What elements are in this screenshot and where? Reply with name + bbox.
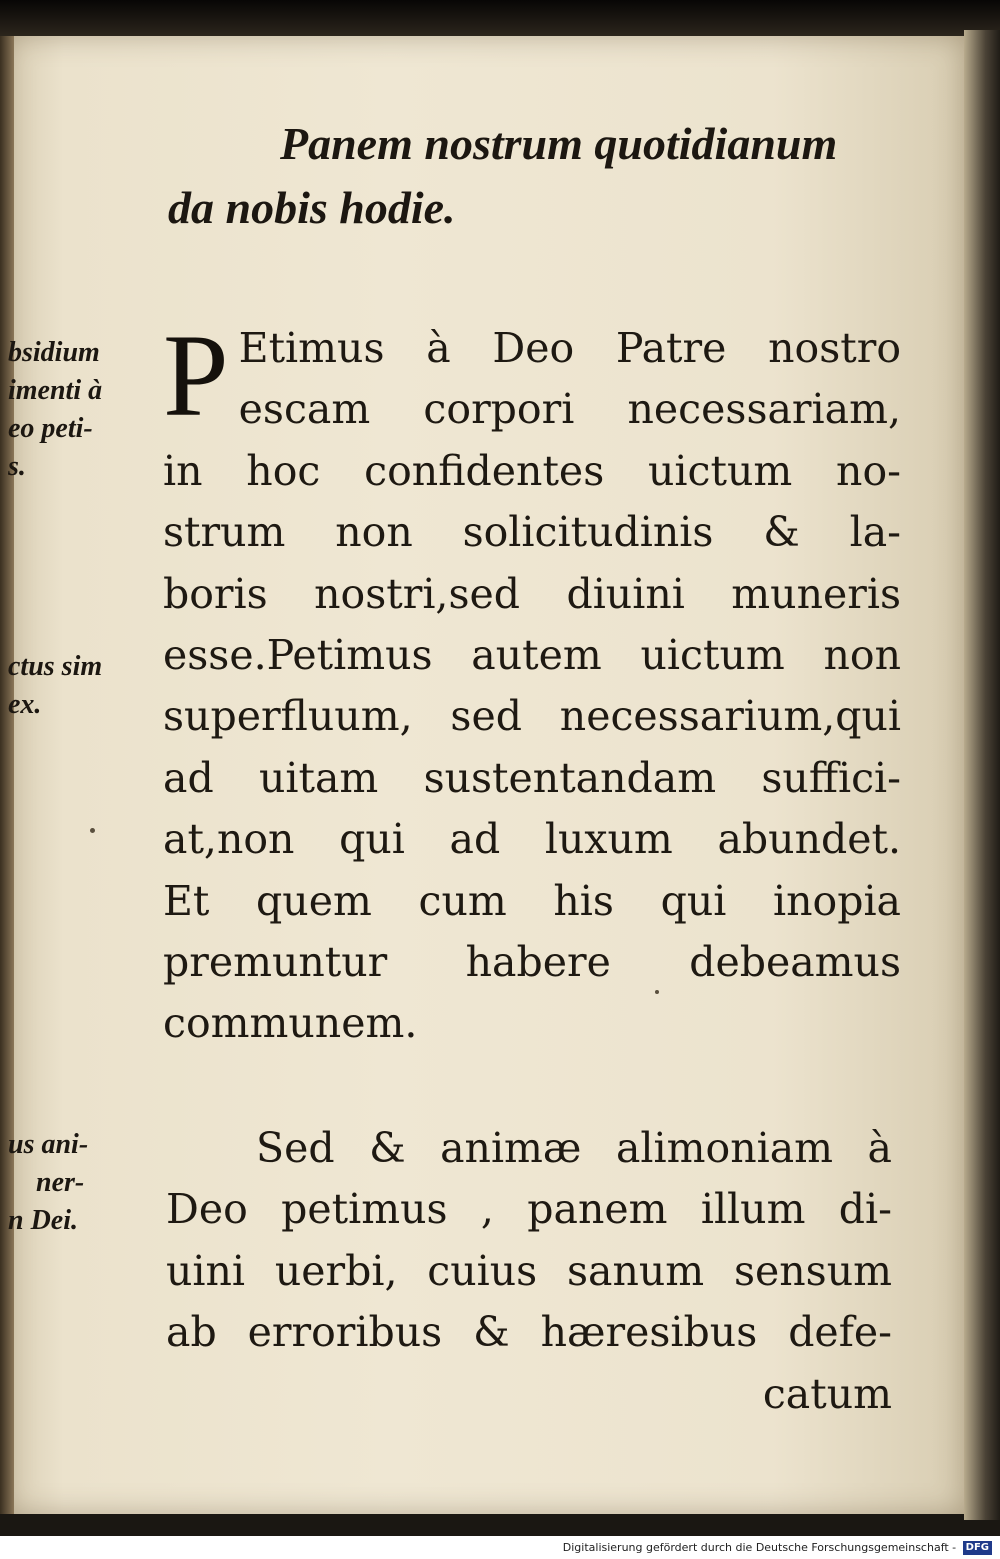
text-line: esse.Petimus autem uictum non <box>163 630 901 679</box>
text-line: Sed & animæ alimoniam à <box>256 1124 892 1172</box>
paper-speck <box>90 828 95 833</box>
footer-text: Digitalisierung gefördert durch die Deutsche Forschungsgemeinschaft - <box>562 1541 957 1554</box>
marginal-note-1 <box>8 334 158 486</box>
dfg-logo: DFG <box>963 1541 992 1555</box>
marginal-line: ex. <box>8 689 42 720</box>
paper-speck <box>655 990 659 994</box>
marginal-line: us ani- <box>8 1129 89 1160</box>
text-line: uini uerbi, cuius sanum sensum <box>166 1246 892 1295</box>
text-line: communem. <box>163 999 418 1048</box>
marginal-line: imenti à <box>8 375 103 406</box>
text-line: escam corpori necessariam, <box>238 385 901 434</box>
marginal-note-3 <box>8 1126 158 1240</box>
text-line: ad uitam sustentandam suffici- <box>163 753 901 802</box>
text-line: at,non qui ad luxum abundet. <box>163 815 901 864</box>
marginal-line: n Dei. <box>8 1205 78 1236</box>
section-heading <box>168 112 928 240</box>
footer <box>0 1538 992 1558</box>
text-line: Deo petimus , panem illum di- <box>166 1185 892 1234</box>
text-line: boris nostri,sed diuini muneris <box>163 569 901 618</box>
catchword: catum <box>762 1369 892 1418</box>
marginal-line: s. <box>8 451 26 482</box>
marginal-note-2 <box>8 648 158 724</box>
marginal-line: ner- <box>36 1167 85 1198</box>
text-line: strum non solicitudinis & la- <box>163 508 901 557</box>
page-fore-edge <box>964 30 1000 1520</box>
heading-line-1: Panem nostrum quotidianum <box>280 118 838 169</box>
marginal-line: ctus sim <box>8 651 103 682</box>
text-line: Et quem cum his qui inopia <box>163 876 901 925</box>
marginal-line: bsidium <box>8 337 100 368</box>
marginal-line: eo peti- <box>8 413 93 444</box>
scan-top-edge <box>0 0 1000 36</box>
heading-line-2: da nobis hodie. <box>168 182 456 233</box>
text-line: in hoc confidentes uictum no- <box>163 446 901 495</box>
text-line: superfluum, sed necessarium,qui <box>163 692 901 741</box>
paragraph-1 <box>163 310 901 1055</box>
paragraph-2 <box>166 1118 892 1425</box>
text-line: premuntur habere debeamus <box>163 937 901 986</box>
text-line: Etimus à Deo Patre nostro <box>238 324 901 372</box>
text-line: ab erroribus & hæresibus defe- <box>166 1308 892 1357</box>
drop-cap: P <box>163 310 229 441</box>
book-spine <box>0 36 14 1514</box>
